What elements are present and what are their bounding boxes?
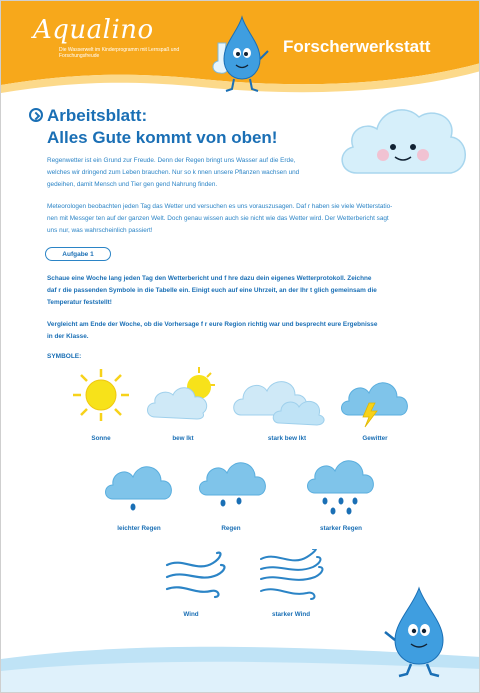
task-line: daf r die passenden Symbole in die Tabelle ein. Einigt euch auf eine Uhrzeit, an der Ihr t glich gemeinsam die [47, 287, 377, 294]
task-line: Schaue eine Woche lang jeden Tag den Wetterbericht und f hre dazu dein eigenes Wetterprotokoll. Zeichne [47, 275, 372, 282]
intro-line: Regenwetter ist ein Grund zur Freude. Denn der Regen bringt uns Wasser auf die Erde, [47, 157, 296, 164]
header-title: Forscherwerkstatt [283, 37, 431, 56]
heavy-cloud-icon [231, 369, 327, 427]
symbol-label: stark bew lkt [267, 435, 307, 442]
task-line: Temperatur feststellt! [47, 299, 112, 306]
intro-line: gedeihen, damit Mensch und Tier gen gend Nahrung finden. [47, 181, 218, 188]
title-line-2: Alles Gute kommt von oben! [47, 128, 278, 147]
rain-icon [197, 455, 269, 515]
cloudy-icon [145, 363, 221, 425]
intro-paragraph-2 [47, 201, 447, 237]
task-compare [47, 319, 447, 343]
intro-line: welches wir dringend zum Leben brauchen. Nur so k nnen unsere Pflanzen wachsen und [47, 169, 300, 176]
intro-line: Meteorologen beobachten jeden Tag das Wetter und versuchen es uns vorauszusagen. Daf r haben sie viele Wetterstatio- [47, 203, 393, 210]
brand-logo-text: Aqualino [33, 15, 154, 45]
brand-subtitle: Die Wasserwelt im Kinderprogramm mit Lernspaß und Forschungsfreude [59, 47, 180, 59]
thunderstorm-icon [339, 373, 411, 429]
symbol-label: starker Wind [271, 611, 311, 618]
symbol-label: starker Regen [320, 525, 362, 532]
chevron-right-icon [29, 108, 43, 122]
light-rain-icon [103, 459, 173, 515]
symbol-label: Sonne [91, 435, 111, 442]
sun-icon [67, 367, 135, 423]
intro-paragraph-1 [47, 155, 407, 191]
task-badge: Aufgabe 1 [45, 247, 111, 261]
task-line: in der Klasse. [47, 333, 89, 340]
symbol-label: bew lkt [172, 435, 194, 442]
heavy-rain-icon [305, 455, 377, 517]
wind-icon [163, 551, 229, 601]
water-drop-mascot-icon [206, 13, 276, 93]
symbol-label: Regen [221, 525, 241, 532]
title-line-1: Arbeitsblatt: [47, 106, 148, 125]
symbol-label: Wind [183, 611, 199, 618]
strong-wind-icon [257, 549, 329, 603]
symbols-heading: SYMBOLE: [47, 353, 82, 360]
water-drop-mascot-icon [383, 586, 453, 678]
intro-line: uns nur, was wahrscheinlich passiert! [47, 227, 153, 234]
symbol-label: leichter Regen [117, 525, 161, 532]
intro-line: nen mit Messger ten auf der ganzen Welt. Doch genau wissen auch sie nicht wie das Wetter wird. Der Wetterbericht sagt [47, 215, 389, 222]
task-instructions [47, 273, 447, 309]
task-line: Vergleicht am Ende der Woche, ob die Vorhersage f r eure Region richtig war und besprecht eure Ergebnisse [47, 321, 378, 328]
symbol-label: Gewitter [362, 435, 388, 442]
